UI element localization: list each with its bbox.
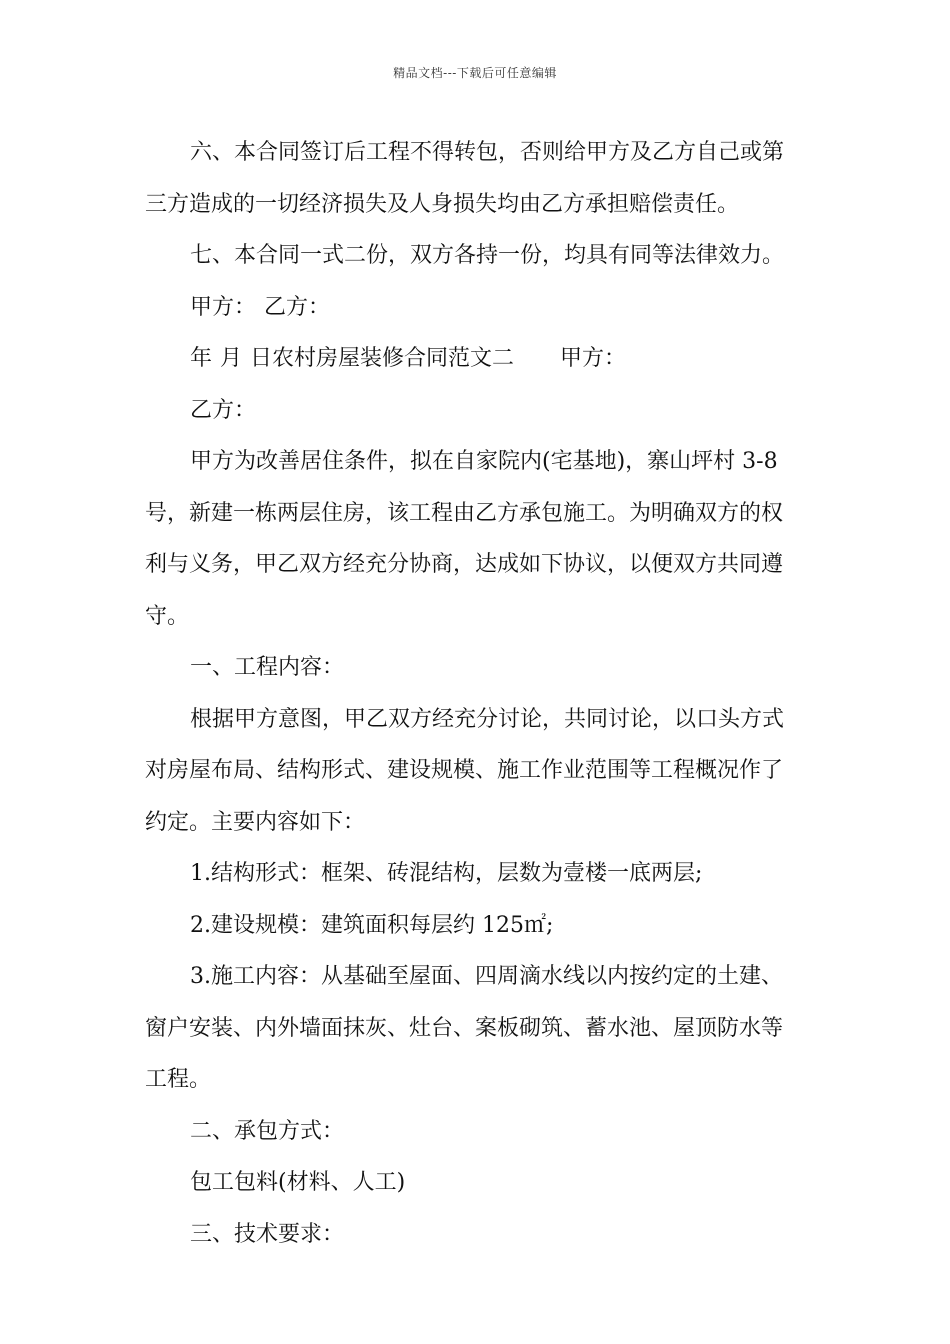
party-b-label-2: 乙方：: [190, 397, 257, 423]
section-heading-2: 二、承包方式：: [190, 1118, 345, 1144]
list-item-scope-line-2: 窗户安装、内外墙面抹灰、灶台、案板砌筑、蓄水池、屋顶防水等: [145, 1015, 784, 1041]
preamble-line-3: 利与义务，甲乙双方经充分协商，达成如下协议，以便双方共同遵: [145, 552, 784, 577]
signature-line: [145, 286, 807, 338]
clause-six-line-1: 六、本合同签订后工程不得转包，否则给甲方及乙方自己或第: [190, 140, 785, 165]
preamble-line-1: 甲方为改善居住条件，拟在自家院内(宅基地)，寨山坪村 3-8: [190, 449, 778, 474]
month-label: 月: [220, 346, 243, 371]
section-2-content: 包工包料(材料、人工): [190, 1170, 406, 1195]
section-heading-1: 一、工程内容：: [190, 655, 345, 680]
section-heading-3: 三、技术要求：: [190, 1221, 345, 1247]
list-item-scale: 2.建设规模：建筑面积每层约 125㎡;: [190, 912, 554, 938]
section-1-para-line-2: 对房屋布局、结构形式、建设规模、施工作业范围等工程概况作了: [145, 758, 784, 783]
year-label: 年: [190, 346, 213, 371]
section-1-para-line-3: 约定。主要内容如下：: [145, 809, 366, 835]
party-a-label: 甲方：: [190, 294, 257, 320]
list-item-structure: 1.结构形式：框架、砖混结构，层数为壹楼一底两层;: [190, 861, 703, 886]
clause-six-line-2: 三方造成的一切经济损失及人身损失均由乙方承担赔偿责任。: [145, 191, 740, 217]
party-a-label-2: 甲方：: [560, 346, 627, 371]
contract-title: 日农村房屋装修合同范文二: [250, 346, 515, 371]
preamble-line-2: 号，新建一栋两层住房，该工程由乙方承包施工。为明确双方的权: [145, 500, 784, 526]
list-item-scope-line-3: 工程。: [145, 1067, 212, 1092]
list-item-scope-line-1: 3.施工内容：从基础至屋面、四周滴水线以内按约定的土建、: [190, 964, 783, 989]
clause-seven: 七、本合同一式二份，双方各持一份，均具有同等法律效力。: [190, 243, 785, 268]
page-header: 精品文档---下载后可任意编辑: [393, 66, 557, 80]
party-b-label: 乙方：: [264, 294, 331, 320]
preamble-line-4: 守。: [145, 603, 190, 629]
document-body: [145, 131, 807, 1264]
date-title-line: [145, 337, 807, 389]
section-1-para-line-1: 根据甲方意图，甲乙双方经充分讨论，共同讨论，以口头方式: [190, 706, 785, 732]
